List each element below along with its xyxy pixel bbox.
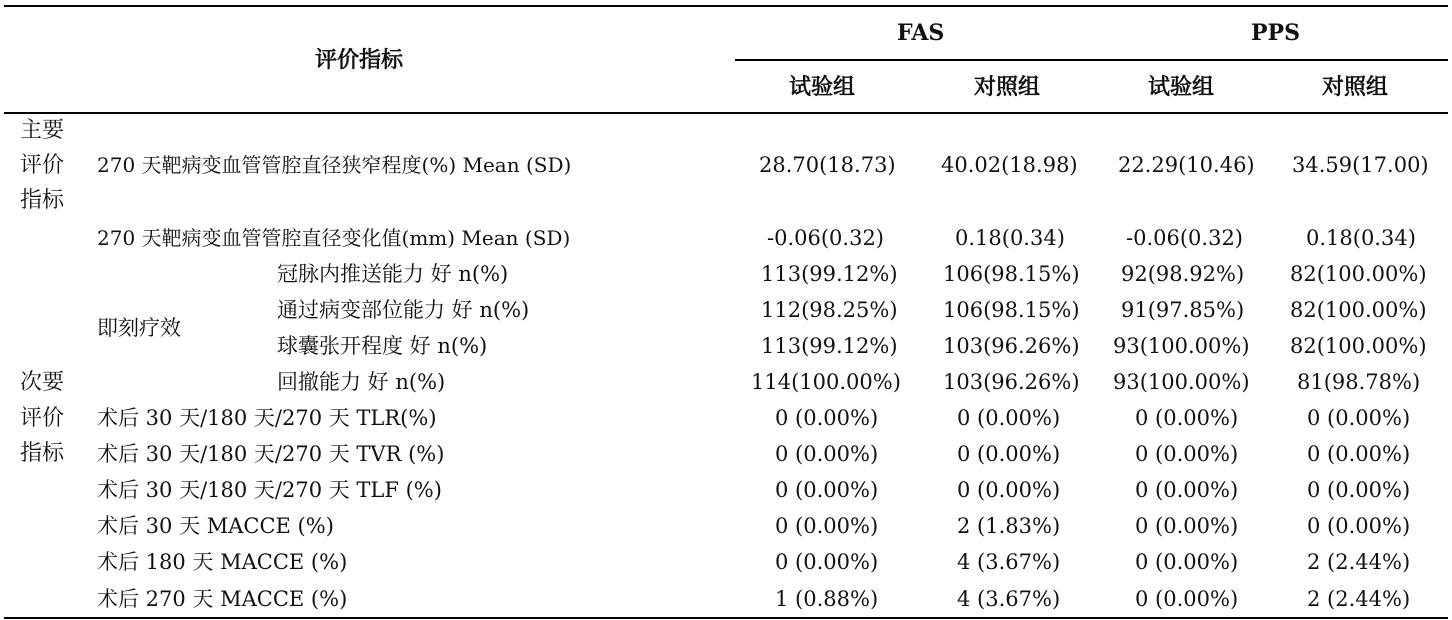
section-secondary-line-3: 指标 bbox=[20, 441, 65, 466]
row-value: 106(98.15%) bbox=[943, 262, 1080, 286]
row-label: 术后 30 天/180 天/270 天 TLF (%) bbox=[97, 478, 442, 502]
row-value: 0 (0.00%) bbox=[1307, 406, 1411, 430]
row-value: 114(100.00%) bbox=[751, 370, 901, 394]
row-value: 106(98.15%) bbox=[943, 298, 1080, 322]
row-value: 0 (0.00%) bbox=[1307, 514, 1411, 538]
group-rule bbox=[735, 59, 1448, 61]
row-value: 0 (0.00%) bbox=[775, 442, 879, 466]
header-pps-test: 试验组 bbox=[1148, 74, 1215, 100]
row-value: 0.18(0.34) bbox=[1306, 226, 1416, 250]
header-fas-test: 试验组 bbox=[789, 74, 856, 100]
row-label: 回撤能力 好 n(%) bbox=[277, 370, 446, 394]
row-value: 0 (0.00%) bbox=[1135, 587, 1239, 611]
row-value: 0 (0.00%) bbox=[1135, 406, 1239, 430]
section-secondary-line-1: 次要 bbox=[20, 370, 65, 395]
row-value: 113(99.12%) bbox=[761, 262, 898, 286]
row-label: 术后 30 天 MACCE (%) bbox=[97, 514, 334, 538]
row-value: 103(96.26%) bbox=[943, 370, 1080, 394]
row-value: 82(100.00%) bbox=[1290, 262, 1427, 286]
section-primary-line-1: 主要 bbox=[20, 118, 65, 143]
row-value: 91(97.85%) bbox=[1121, 298, 1245, 322]
row-value: 22.29(10.46) bbox=[1118, 153, 1255, 177]
row-value: 0 (0.00%) bbox=[775, 406, 879, 430]
row-value: 2 (2.44%) bbox=[1307, 587, 1411, 611]
row-value: 4 (3.67%) bbox=[957, 587, 1061, 611]
subgroup-immediate-efficacy: 即刻疗效 bbox=[97, 316, 181, 340]
row-value: 113(99.12%) bbox=[761, 334, 898, 358]
header-group-pps: PPS bbox=[1251, 20, 1300, 46]
row-label: 球囊张开程度 好 n(%) bbox=[277, 334, 488, 358]
row-value: -0.06(0.32) bbox=[767, 226, 884, 250]
row-label: 术后 30 天/180 天/270 天 TLR(%) bbox=[97, 406, 437, 430]
row-value: 93(100.00%) bbox=[1113, 370, 1250, 394]
row-value: 93(100.00%) bbox=[1113, 334, 1250, 358]
row-value: 0 (0.00%) bbox=[1135, 550, 1239, 574]
row-value: 4 (3.67%) bbox=[957, 550, 1061, 574]
header-metric: 评价指标 bbox=[315, 47, 404, 73]
row-value: 82(100.00%) bbox=[1290, 298, 1427, 322]
row-value: 0.18(0.34) bbox=[955, 226, 1065, 250]
section-secondary-line-2: 评价 bbox=[20, 406, 65, 431]
row-label: 术后 180 天 MACCE (%) bbox=[97, 550, 348, 574]
row-value: 0 (0.00%) bbox=[1307, 442, 1411, 466]
row-value: 40.02(18.98) bbox=[941, 153, 1078, 177]
row-value: 2 (1.83%) bbox=[957, 514, 1061, 538]
section-primary-line-2: 评价 bbox=[20, 153, 65, 178]
bottom-rule bbox=[4, 617, 1448, 619]
row-value: 0 (0.00%) bbox=[1135, 478, 1239, 502]
row-value: -0.06(0.32) bbox=[1126, 226, 1243, 250]
row-value: 0 (0.00%) bbox=[775, 478, 879, 502]
header-fas-control: 对照组 bbox=[974, 74, 1041, 100]
row-value: 0 (0.00%) bbox=[957, 478, 1061, 502]
row-value: 103(96.26%) bbox=[943, 334, 1080, 358]
header-group-fas: FAS bbox=[897, 20, 945, 46]
row-label: 270 天靶病变血管管腔直径狭窄程度(%) Mean (SD) bbox=[97, 153, 572, 177]
header-pps-control: 对照组 bbox=[1322, 74, 1389, 100]
row-value: 28.70(18.73) bbox=[759, 153, 896, 177]
row-label: 通过病变部位能力 好 n(%) bbox=[277, 298, 530, 322]
top-rule bbox=[4, 5, 1448, 7]
row-value: 2 (2.44%) bbox=[1307, 550, 1411, 574]
header-rule bbox=[4, 112, 1448, 114]
row-value: 1 (0.88%) bbox=[775, 587, 879, 611]
row-label: 术后 270 天 MACCE (%) bbox=[97, 587, 348, 611]
row-label: 冠脉内推送能力 好 n(%) bbox=[277, 262, 509, 286]
section-primary-line-3: 指标 bbox=[20, 188, 65, 213]
row-value: 82(100.00%) bbox=[1290, 334, 1427, 358]
row-value: 0 (0.00%) bbox=[1307, 478, 1411, 502]
row-value: 81(98.78%) bbox=[1297, 370, 1421, 394]
row-value: 0 (0.00%) bbox=[957, 406, 1061, 430]
row-value: 0 (0.00%) bbox=[1135, 442, 1239, 466]
row-value: 0 (0.00%) bbox=[775, 514, 879, 538]
row-value: 0 (0.00%) bbox=[957, 442, 1061, 466]
row-value: 112(98.25%) bbox=[761, 298, 898, 322]
row-value: 0 (0.00%) bbox=[1135, 514, 1239, 538]
row-value: 0 (0.00%) bbox=[775, 550, 879, 574]
row-value: 92(98.92%) bbox=[1121, 262, 1245, 286]
row-label: 术后 30 天/180 天/270 天 TVR (%) bbox=[97, 442, 445, 466]
row-label: 270 天靶病变血管管腔直径变化值(mm) Mean (SD) bbox=[97, 226, 571, 250]
row-value: 34.59(17.00) bbox=[1292, 153, 1429, 177]
